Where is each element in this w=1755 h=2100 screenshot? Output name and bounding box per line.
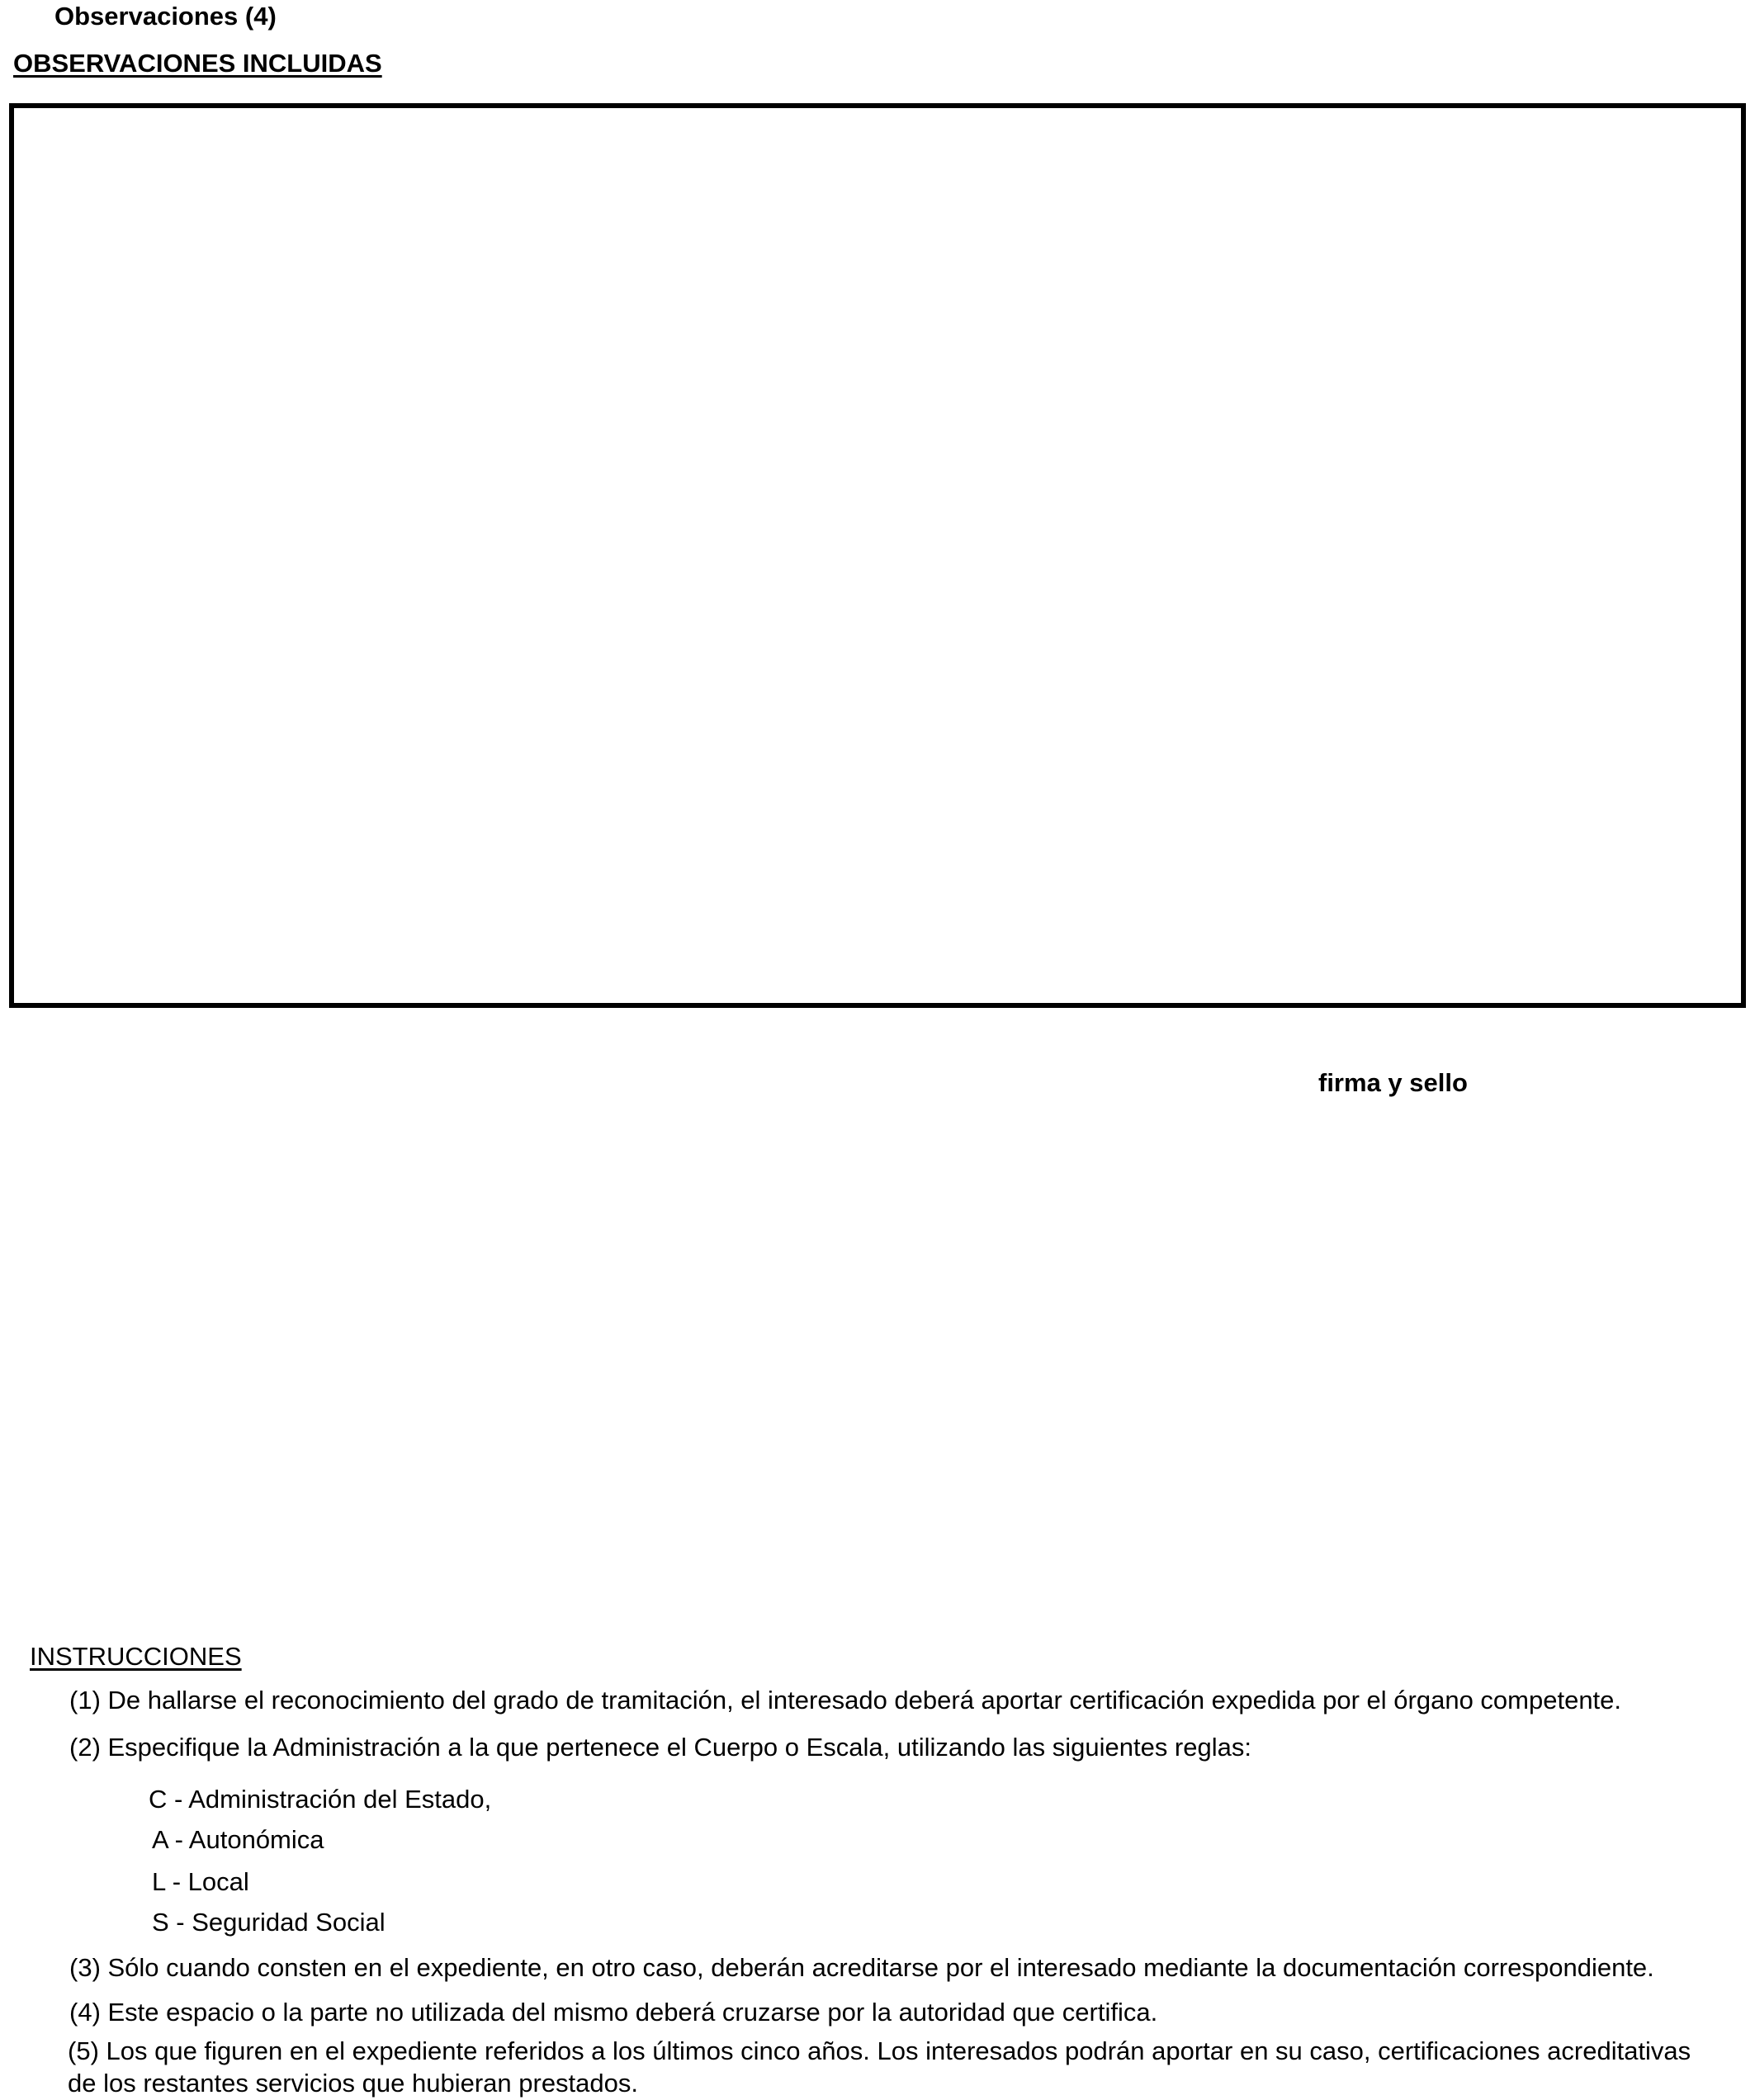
instructions-title: INSTRUCCIONES <box>30 1642 242 1671</box>
rule-l: L - Local <box>152 1867 249 1896</box>
rule-s: S - Seguridad Social <box>152 1908 386 1937</box>
rule-a: A - Autonómica <box>152 1825 324 1854</box>
instruction-4: (4) Este espacio o la parte no utilizada del mismo deberá cruzarse por la autoridad que certifica. <box>69 1998 1158 2027</box>
instruction-5: (5) Los que figuren en el expediente referidos a los últimos cinco años. Los interesados podrán aportar en su caso, certificaciones acreditativas de los restantes servicios que hubieran prestados. <box>68 2036 1691 2098</box>
observations-box[interactable] <box>9 103 1746 1008</box>
rule-c: C - Administración del Estado, <box>149 1785 492 1814</box>
signature-label: firma y sello <box>1318 1068 1468 1097</box>
included-observations-title: OBSERVACIONES INCLUIDAS <box>13 49 382 78</box>
instruction-2: (2) Especifique la Administración a la que pertenece el Cuerpo o Escala, utilizando las siguientes reglas: <box>69 1733 1251 1762</box>
observaciones-heading: Observaciones (4) <box>54 2 277 31</box>
instruction-3: (3) Sólo cuando consten en el expediente, en otro caso, deberán acreditarse por el interesado mediante la documentación correspondiente. <box>69 1953 1654 1982</box>
instruction-1: (1) De hallarse el reconocimiento del grado de tramitación, el interesado deberá aportar certificación expedida por el órgano competente. <box>69 1686 1622 1715</box>
